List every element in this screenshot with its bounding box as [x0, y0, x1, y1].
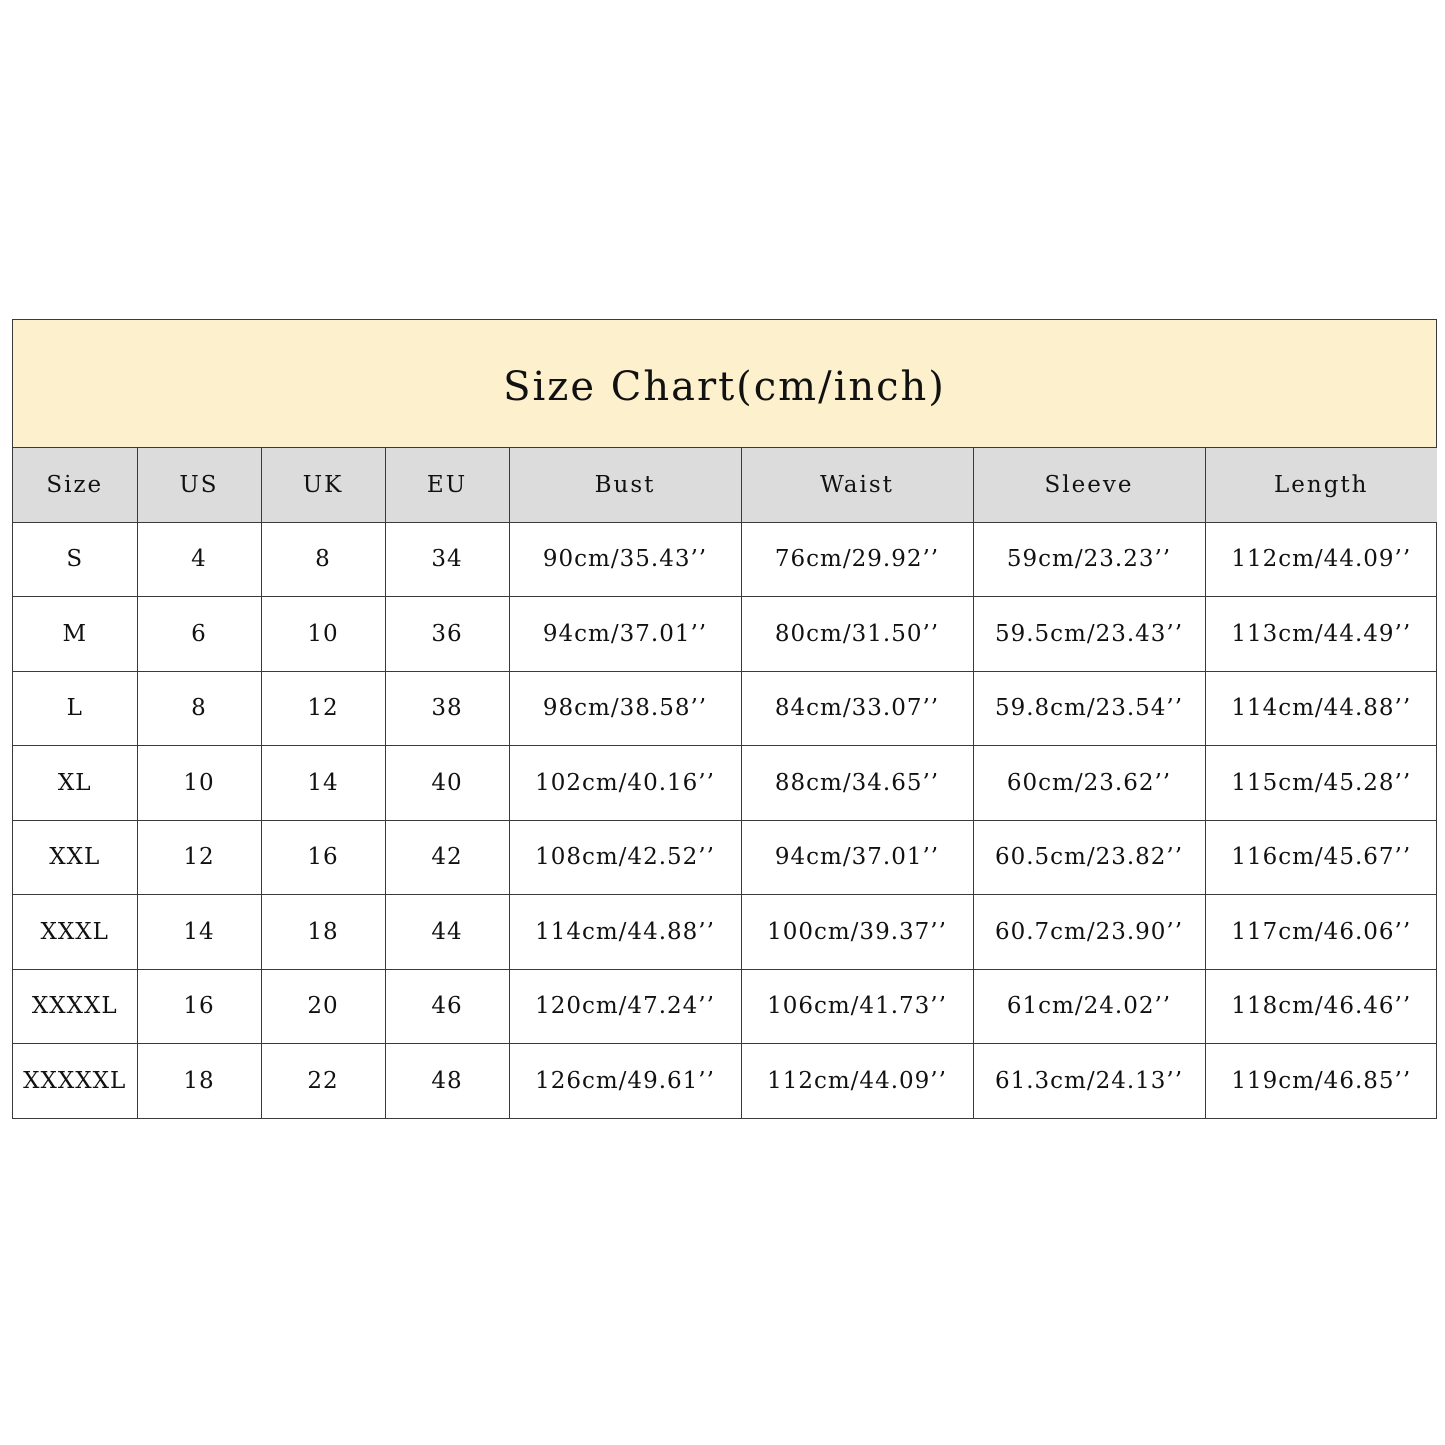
cell-sleeve: 59cm/23.23’’ — [973, 522, 1205, 597]
header-sleeve: Sleeve — [973, 448, 1205, 522]
cell-us: 14 — [137, 895, 261, 970]
size-chart — [12, 319, 1437, 1119]
cell-bust: 98cm/38.58’’ — [509, 671, 741, 746]
cell-waist: 94cm/37.01’’ — [741, 820, 973, 895]
cell-length: 114cm/44.88’’ — [1205, 671, 1437, 746]
cell-uk: 14 — [261, 746, 385, 821]
cell-us: 4 — [137, 522, 261, 597]
cell-waist: 100cm/39.37’’ — [741, 895, 973, 970]
cell-size: M — [13, 597, 137, 672]
cell-us: 16 — [137, 969, 261, 1044]
cell-sleeve: 61.3cm/24.13’’ — [973, 1044, 1205, 1118]
cell-length: 118cm/46.46’’ — [1205, 969, 1437, 1044]
cell-size: XXXXXL — [13, 1044, 137, 1118]
cell-sleeve: 60.5cm/23.82’’ — [973, 820, 1205, 895]
cell-eu: 40 — [385, 746, 509, 821]
cell-length: 119cm/46.85’’ — [1231, 1067, 1412, 1094]
cell-waist: 112cm/44.09’’ — [741, 1044, 973, 1118]
cell-uk: 12 — [261, 671, 385, 746]
table-row — [13, 671, 1437, 746]
cell-sleeve: 60.7cm/23.90’’ — [973, 895, 1205, 970]
cell-us: 8 — [137, 671, 261, 746]
cell-length: 115cm/45.28’’ — [1205, 746, 1437, 821]
header-waist: Waist — [741, 448, 973, 522]
header-bust: Bust — [509, 448, 741, 522]
cell-eu: 34 — [385, 522, 509, 597]
cell-us: 6 — [137, 597, 261, 672]
cell-eu: 48 — [385, 1044, 509, 1118]
cell-size: L — [13, 671, 137, 746]
cell-bust: 94cm/37.01’’ — [509, 597, 741, 672]
cell-eu: 46 — [385, 969, 509, 1044]
cell-size: S — [13, 522, 137, 597]
table-row — [13, 895, 1437, 970]
table-row — [13, 820, 1437, 895]
cell-waist: 88cm/34.65’’ — [741, 746, 973, 821]
cell-uk: 22 — [261, 1044, 385, 1118]
cell-size: XXXXL — [13, 969, 137, 1044]
cell-bust: 126cm/49.61’’ — [509, 1044, 741, 1118]
cell-waist: 76cm/29.92’’ — [741, 522, 973, 597]
table-row — [13, 969, 1437, 1044]
cell-eu: 38 — [385, 671, 509, 746]
header-us: US — [137, 448, 261, 522]
chart-title: Size Chart(cm/inch) — [503, 363, 946, 410]
cell-eu: 44 — [385, 895, 509, 970]
header-uk: UK — [261, 448, 385, 522]
cell-bust: 120cm/47.24’’ — [509, 969, 741, 1044]
cell-length: 112cm/44.09’’ — [1205, 522, 1437, 597]
cell-length: 117cm/46.06’’ — [1205, 895, 1437, 970]
cell-us: 10 — [137, 746, 261, 821]
cell-uk: 10 — [261, 597, 385, 672]
cell-uk: 18 — [261, 895, 385, 970]
title-band — [13, 320, 1436, 448]
cell-sleeve: 60cm/23.62’’ — [973, 746, 1205, 821]
cell-length: 113cm/44.49’’ — [1205, 597, 1437, 672]
cell-us: 18 — [137, 1044, 261, 1118]
cell-waist: 106cm/41.73’’ — [741, 969, 973, 1044]
header-length: Length — [1205, 448, 1437, 522]
table-row — [13, 1044, 1437, 1118]
cell-bust: 102cm/40.16’’ — [509, 746, 741, 821]
cell-eu: 36 — [385, 597, 509, 672]
size-table — [13, 448, 1437, 1118]
cell-sleeve: 61cm/24.02’’ — [973, 969, 1205, 1044]
cell-bust: 90cm/35.43’’ — [509, 522, 741, 597]
cell-waist: 80cm/31.50’’ — [741, 597, 973, 672]
cell-eu: 42 — [385, 820, 509, 895]
cell-waist: 84cm/33.07’’ — [741, 671, 973, 746]
cell-bust: 114cm/44.88’’ — [509, 895, 741, 970]
cell-sleeve: 59.8cm/23.54’’ — [973, 671, 1205, 746]
table-row — [13, 597, 1437, 672]
cell-uk: 20 — [261, 969, 385, 1044]
cell-size: XL — [13, 746, 137, 821]
cell-us: 12 — [137, 820, 261, 895]
header-eu: EU — [385, 448, 509, 522]
header-size: Size — [13, 448, 137, 522]
table-row — [13, 522, 1437, 597]
cell-sleeve: 59.5cm/23.43’’ — [973, 597, 1205, 672]
cell-uk: 8 — [261, 522, 385, 597]
cell-uk: 16 — [261, 820, 385, 895]
table-row — [13, 746, 1437, 821]
cell-length: 116cm/45.67’’ — [1205, 820, 1437, 895]
cell-size: XXXL — [13, 895, 137, 970]
header-row — [13, 448, 1437, 522]
cell-bust: 108cm/42.52’’ — [509, 820, 741, 895]
cell-size: XXL — [13, 820, 137, 895]
